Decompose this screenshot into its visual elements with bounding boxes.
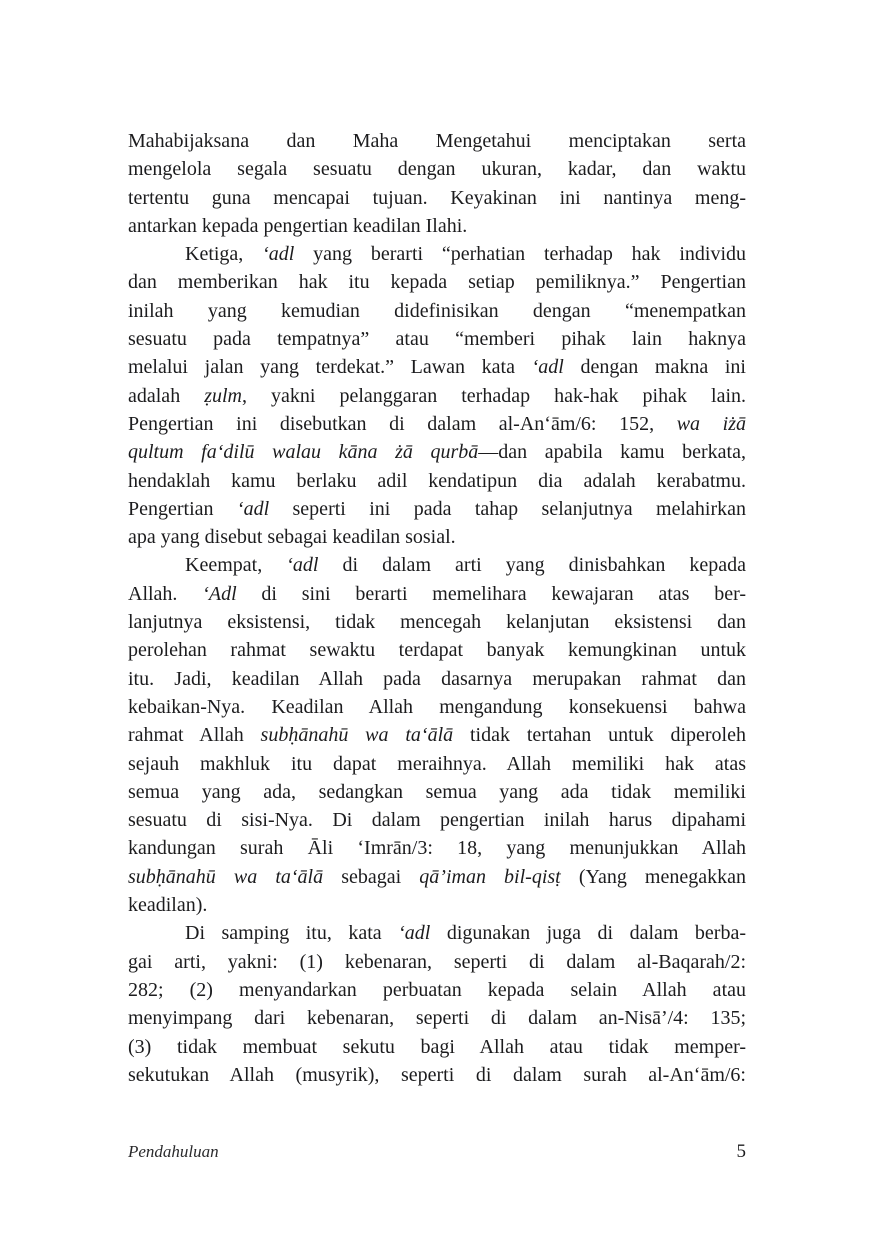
text-line <box>128 297 746 325</box>
text-line <box>128 212 746 240</box>
text-run: (3) tidak membuat sekutu bagi Allah atau tidak memper- <box>128 1035 746 1058</box>
text-run: yang berarti “perhatian terhadap hak individu <box>294 243 747 266</box>
text-line <box>128 948 746 976</box>
text-line <box>128 523 746 551</box>
paragraph <box>128 240 746 551</box>
text-line <box>128 721 746 749</box>
italic-text-run: ẓulm <box>204 384 243 407</box>
text-run: hendaklah kamu berlaku adil kendatipun dia adalah kerabatmu. <box>128 469 746 492</box>
text-run: Keempat, <box>185 554 287 577</box>
italic-text-run: qā’iman bil-qisṭ <box>419 865 561 888</box>
text-line <box>128 127 746 155</box>
text-line <box>128 608 746 636</box>
text-run: di dalam arti yang dinisbahkan kepada <box>318 554 747 577</box>
italic-text-run: wa iżā <box>676 412 746 435</box>
italic-text-run: ‘adl <box>262 243 295 266</box>
text-line <box>128 382 746 410</box>
text-line <box>128 806 746 834</box>
italic-text-run: ‘adl <box>531 356 564 379</box>
text-run: tertentu guna mencapai tujuan. Keyakinan ini nantinya meng- <box>128 186 746 209</box>
text-run: —dan apabila kamu berkata, <box>478 441 746 464</box>
italic-text-run: ‘adl <box>398 922 431 945</box>
italic-text-run: ‘adl <box>236 497 270 520</box>
text-run: adalah <box>128 384 205 407</box>
text-line <box>128 693 746 721</box>
text-line <box>128 551 746 579</box>
text-run: sebagai <box>323 865 420 888</box>
text-run: Mahabijaksana dan Maha Mengetahui menciptakan serta <box>128 130 746 152</box>
text-run: tidak tertahan untuk diperoleh <box>453 724 746 747</box>
text-line <box>128 778 746 806</box>
text-line <box>128 155 746 183</box>
text-run: itu. Jadi, keadilan Allah pada dasarnya merupakan rahmat dan <box>128 667 746 690</box>
text-run: digunakan juga di dalam berba- <box>430 922 746 945</box>
text-run: (Yang menegakkan <box>560 865 746 888</box>
text-run: kebaikan-Nya. Keadilan Allah mengandung konsekuensi bahwa <box>128 695 746 718</box>
text-run: gai arti, yakni: (1) kebenaran, seperti di dalam al-Baqarah/2: <box>128 950 746 973</box>
text-line <box>128 240 746 268</box>
text-line <box>128 410 746 438</box>
paragraph <box>128 551 746 919</box>
italic-text-run: ‘adl <box>286 554 319 577</box>
text-line <box>128 636 746 664</box>
text-run: mengelola segala sesuatu dengan ukuran, kadar, dan waktu <box>128 158 746 181</box>
text-line <box>128 976 746 1004</box>
text-run: antarkan kepada pengertian keadilan Ilahi. <box>128 214 468 237</box>
page-footer <box>128 1141 746 1163</box>
text-run: di sini berarti memelihara kewajaran atas ber- <box>236 582 746 605</box>
text-run: dan memberikan hak itu kepada setiap pemiliknya.” Pengertian <box>128 271 746 294</box>
text-block <box>128 127 746 1089</box>
text-line <box>128 665 746 693</box>
text-run: seperti ini pada tahap selanjutnya melahirkan <box>269 497 746 520</box>
text-run: semua yang ada, sedangkan semua yang ada tidak memiliki <box>128 780 746 803</box>
text-run: sesuatu pada tempatnya” atau “memberi pihak lain haknya <box>128 328 746 351</box>
text-run: Pengertian <box>128 497 237 520</box>
text-run: 282; (2) menyandarkan perbuatan kepada selain Allah atau <box>128 978 746 1001</box>
text-line <box>128 268 746 296</box>
text-line <box>128 834 746 862</box>
text-run: , yakni pelanggaran terhadap hak-hak pihak lain. <box>242 384 747 407</box>
text-line <box>128 325 746 353</box>
text-line <box>128 863 746 891</box>
text-line <box>128 919 746 947</box>
paragraph <box>128 127 746 240</box>
text-run: perolehan rahmat sewaktu terdapat banyak kemungkinan untuk <box>128 639 746 662</box>
italic-text-run: ‘Adl <box>202 582 237 605</box>
text-line <box>128 353 746 381</box>
text-run: kandungan surah Āli ‘Imrān/3: 18, yang menunjukkan Allah <box>128 837 746 860</box>
text-line <box>128 1033 746 1061</box>
text-run: sejauh makhluk itu dapat meraihnya. Allah memiliki hak atas <box>128 752 746 775</box>
text-run: keadilan). <box>128 894 208 917</box>
text-line <box>128 438 746 466</box>
text-line <box>128 580 746 608</box>
text-run: Di samping itu, kata <box>185 922 399 945</box>
text-run: apa yang disebut sebagai keadilan sosial. <box>128 526 456 549</box>
text-line <box>128 495 746 523</box>
italic-text-run: qultum fa‘dilū walau kāna żā qurbā <box>128 441 479 464</box>
italic-text-run: subḥānahū wa ta‘ālā <box>128 865 324 888</box>
text-run: melalui jalan yang terdekat.” Lawan kata <box>128 356 532 379</box>
text-run: Allah. <box>128 582 203 605</box>
text-run: rahmat Allah <box>128 724 261 747</box>
text-line <box>128 1004 746 1032</box>
text-run: lanjutnya eksistensi, tidak mencegah kelanjutan eksistensi dan <box>128 611 746 634</box>
text-run: inilah yang kemudian didefinisikan dengan “menempatkan <box>128 299 746 322</box>
text-line <box>128 467 746 495</box>
text-line <box>128 891 746 919</box>
text-run: Pengertian ini disebutkan di dalam al-An‘ām/6: 152, <box>128 412 677 435</box>
italic-text-run: subḥānahū wa ta‘ālā <box>260 724 454 747</box>
text-line <box>128 1061 746 1089</box>
text-run: dengan makna ini <box>563 356 746 379</box>
paragraph <box>128 919 746 1089</box>
text-run: Ketiga, <box>185 243 263 266</box>
text-line <box>128 184 746 212</box>
text-run: sesuatu di sisi-Nya. Di dalam pengertian inilah harus dipahami <box>128 809 746 832</box>
footer-page-number: 5 <box>736 1141 746 1162</box>
footer-section-label: Pendahuluan <box>128 1142 219 1161</box>
text-line <box>128 750 746 778</box>
text-run: menyimpang dari kebenaran, seperti di dalam an-Nisā’/4: 135; <box>128 1007 746 1030</box>
text-run: sekutukan Allah (musyrik), seperti di dalam surah al-An‘ām/6: <box>128 1063 746 1086</box>
